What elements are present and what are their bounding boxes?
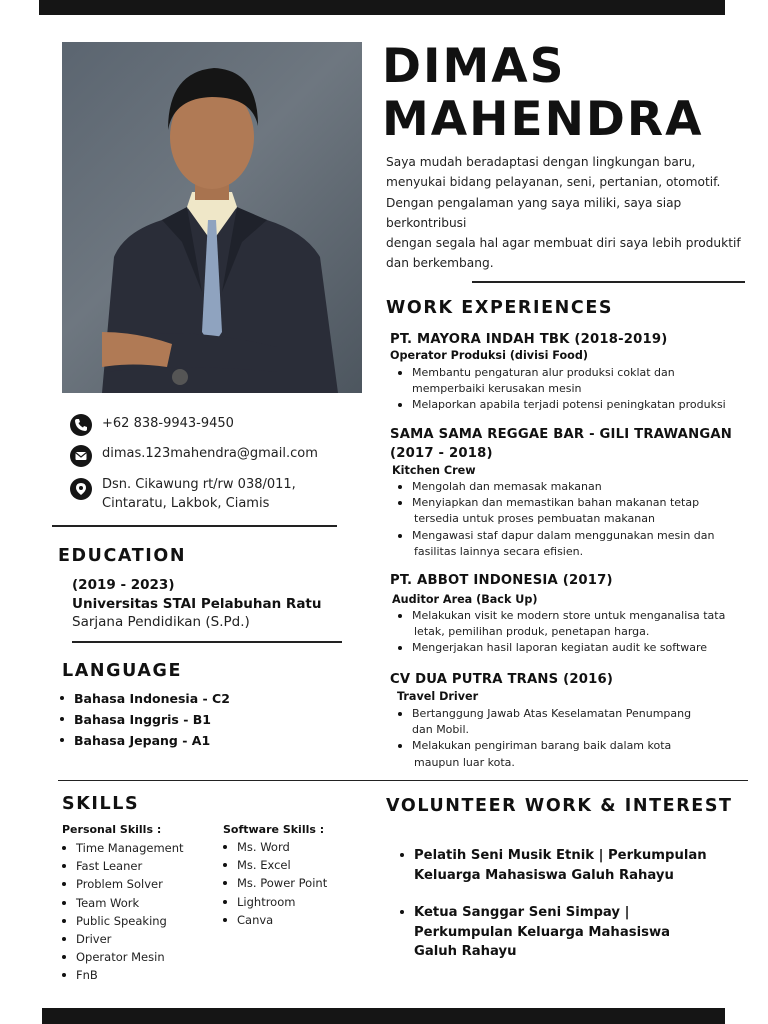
education-years: (2019 - 2023) — [72, 577, 175, 593]
personal-skills-heading: Personal Skills : — [62, 823, 162, 836]
name-last: MAHENDRA — [382, 92, 704, 147]
location-pin-icon — [70, 478, 92, 500]
language-item: Bahasa Indonesia - C2 — [60, 688, 230, 709]
divider — [58, 780, 748, 781]
job-title: PT. MAYORA INDAH TBK (2018-2019) — [390, 332, 668, 347]
job-bullet: Melakukan pengiriman barang baik dalam kota maupun luar kota. — [398, 738, 691, 770]
job-bullets — [398, 706, 691, 771]
summary-line: dan berkembang. — [386, 256, 494, 271]
job-bullet: Mengawasi staf dapur dalam menggunakan mesin dan fasilitas lainnya secara efisien. — [398, 528, 714, 560]
summary-line: Saya mudah beradaptasi dengan lingkungan baru, — [386, 155, 696, 169]
phone-number[interactable]: +62 838-9943-9450 — [102, 416, 234, 431]
job-bullet: Melakukan visit ke modern store untuk menganalisa tata letak, pemilihan produk, penetapan harga. — [398, 608, 725, 640]
volunteer-item: Ketua Sanggar Seni Simpay | Perkumpulan Keluarga Mahasiswa Galuh Rahayu — [400, 903, 707, 962]
skill-item: Fast Leaner — [62, 857, 184, 875]
address-line-1: Dsn. Cikawung rt/rw 038/011, — [102, 477, 296, 492]
education-heading: EDUCATION — [58, 546, 187, 566]
software-skills-list — [223, 838, 327, 929]
address-line-2: Cintaratu, Lakbok, Ciamis — [102, 496, 270, 511]
volunteer-item: Pelatih Seni Musik Etnik | Perkumpulan Keluarga Mahasiswa Galuh Rahayu — [400, 846, 707, 885]
education-school: Universitas STAI Pelabuhan Ratu — [72, 596, 322, 612]
skill-item: Canva — [223, 911, 327, 929]
skill-item: Lightroom — [223, 893, 327, 911]
top-bar — [39, 0, 725, 15]
job-bullet: Mengolah dan memasak makanan — [398, 479, 714, 495]
summary-line: Dengan pengalaman yang saya miliki, saya siap — [386, 195, 682, 210]
job-bullet: Menyiapkan dan memastikan bahan makanan tetap tersedia untuk proses pembuatan makanan — [398, 495, 714, 527]
email-address[interactable]: dimas.123mahendra@gmail.com — [102, 446, 318, 461]
job-bullet: Melaporkan apabila terjadi potensi peningkatan produksi — [398, 397, 726, 413]
skill-item: Operator Mesin — [62, 948, 184, 966]
personal-skills-list — [62, 839, 184, 985]
education-degree: Sarjana Pendidikan (S.Pd.) — [72, 614, 250, 630]
skill-item: Ms. Word — [223, 838, 327, 856]
job-title: PT. ABBOT INDONESIA (2017) — [390, 573, 613, 588]
skill-item: Ms. Power Point — [223, 874, 327, 892]
language-list — [60, 688, 230, 751]
skill-item: Ms. Excel — [223, 856, 327, 874]
language-item: Bahasa Inggris - B1 — [60, 709, 230, 730]
volunteer-list — [400, 846, 707, 980]
skills-heading: SKILLS — [62, 794, 140, 814]
job-role: Auditor Area (Back Up) — [392, 593, 538, 606]
skill-item: Driver — [62, 930, 184, 948]
work-heading: WORK EXPERIENCES — [386, 298, 614, 318]
divider — [72, 641, 342, 643]
job-role: Kitchen Crew — [392, 464, 476, 477]
skill-item: Team Work — [62, 894, 184, 912]
job-bullet: Bertanggung Jawab Atas Keselamatan Penumpang dan Mobil. — [398, 706, 691, 738]
email-icon — [70, 445, 92, 467]
job-bullet: Mengerjakan hasil laporan kegiatan audit ke software — [398, 640, 725, 656]
divider — [52, 525, 337, 527]
job-bullets — [398, 365, 726, 414]
summary-line: menyukai bidang pelayanan, seni, pertanian, otomotif. — [386, 175, 721, 190]
skill-item: Public Speaking — [62, 912, 184, 930]
candidate-name — [382, 40, 704, 146]
summary-line: berkontribusi — [386, 215, 467, 230]
language-item: Bahasa Jepang - A1 — [60, 730, 230, 751]
job-title: SAMA SAMA REGGAE BAR - GILI TRAWANGAN — [390, 427, 732, 442]
name-first: DIMAS — [382, 39, 566, 94]
job-role: Travel Driver — [397, 690, 479, 703]
skill-item: Time Management — [62, 839, 184, 857]
job-title-dates: (2017 - 2018) — [390, 446, 493, 461]
profile-photo — [62, 42, 362, 393]
person-illustration — [62, 42, 362, 393]
phone-icon — [70, 414, 92, 436]
divider — [472, 281, 745, 283]
job-bullet: Membantu pengaturan alur produksi coklat dan memperbaiki kerusakan mesin — [398, 365, 726, 397]
skill-item: Problem Solver — [62, 875, 184, 893]
bottom-bar — [42, 1008, 725, 1024]
job-bullets — [398, 479, 714, 560]
language-heading: LANGUAGE — [62, 661, 183, 681]
job-bullets — [398, 608, 725, 657]
profile-summary — [386, 152, 746, 274]
volunteer-heading: VOLUNTEER WORK & INTEREST — [386, 796, 733, 816]
software-skills-heading: Software Skills : — [223, 823, 325, 836]
summary-line: dengan segala hal agar membuat diri saya lebih produktif — [386, 236, 741, 251]
job-title: CV DUA PUTRA TRANS (2016) — [390, 672, 614, 687]
skill-item: FnB — [62, 966, 184, 984]
job-role: Operator Produksi (divisi Food) — [390, 349, 588, 362]
